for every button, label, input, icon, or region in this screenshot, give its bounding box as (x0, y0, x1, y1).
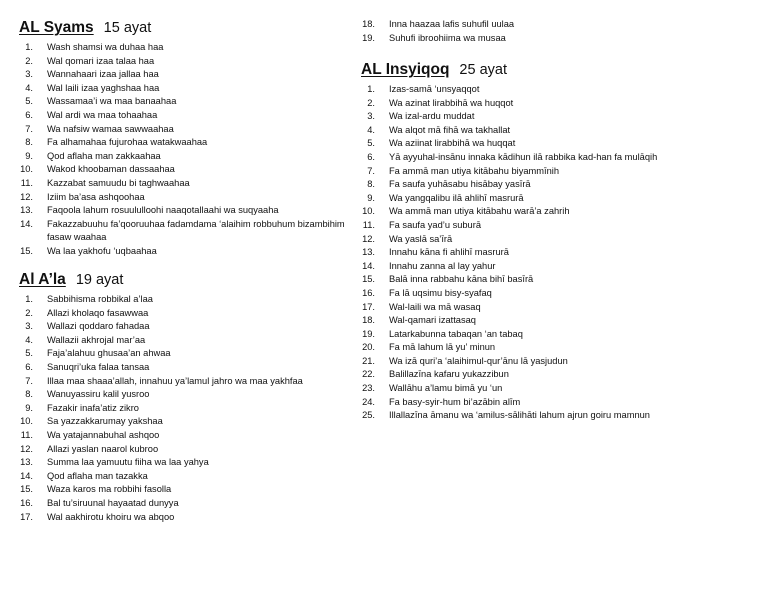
ayat-item (0, 320, 360, 334)
ayat-number: 19. (362, 328, 375, 339)
ayat-text: Suhufi ibroohiima wa musaa (389, 32, 506, 43)
surah-ala-section (0, 271, 360, 524)
ayat-number: 14. (20, 218, 33, 229)
ayat-text: Sabbihisma robbikal a’laa (47, 294, 153, 304)
ayat-item (0, 456, 360, 470)
ayat-item (0, 361, 360, 375)
ayat-text: Wannahaari izaa jallaa haa (47, 69, 159, 80)
ayat-item (342, 165, 762, 179)
ayat-item (0, 136, 360, 150)
ayat-item (0, 191, 360, 205)
ayat-number: 18. (362, 315, 375, 326)
ayat-number: 1. (25, 294, 33, 304)
ayat-item (342, 314, 762, 328)
ayat-text: Faja’alahuu ghusaa’an ahwaa (47, 348, 171, 359)
ayat-item (0, 41, 360, 55)
ayat-text: Allazi yaslan naarol kubroo (47, 443, 159, 454)
ayat-text: Wash shamsi wa duhaa haa (47, 42, 164, 52)
ayat-item (0, 347, 360, 361)
ayat-number: 17. (20, 511, 33, 522)
ayat-number: 5. (367, 138, 375, 149)
ayat-item (0, 109, 360, 123)
ayat-number: 15. (20, 245, 33, 256)
ayat-number: 2. (25, 55, 33, 66)
ayat-item (342, 246, 762, 260)
ayat-list (342, 83, 762, 423)
ayat-item (342, 301, 762, 315)
ayat-item (0, 402, 360, 416)
ayat-number: 9. (367, 192, 375, 203)
ayat-text: Wa izā quri’a ‘alaihimul-qur’ānu lā yasjudun (389, 355, 568, 366)
ayat-item (342, 260, 762, 274)
ayat-text: Fakazzabuuhu fa’qooruuhaa fadamdama ‘alaihim robbuhum bizambihim fasaw waahaa (47, 218, 345, 243)
ayat-number: 19. (362, 32, 375, 43)
ayat-text: Wal qomari izaa talaa haa (47, 55, 155, 66)
ayat-number: 8. (25, 137, 33, 148)
ayat-number: 4. (25, 334, 33, 345)
ayat-number: 11. (20, 177, 33, 188)
ayat-text: Yā ayyuhal-insānu innaka kādihun ilā rabbika kad-han fa mulāqih (389, 151, 658, 162)
ayat-item (0, 443, 360, 457)
ayat-count: 15 ayat (103, 20, 152, 36)
ayat-number: 6. (25, 109, 33, 120)
ayat-item (0, 245, 360, 259)
ayat-text: Wassamaa’i wa maa banaahaa (47, 96, 177, 107)
ayat-text: Qod aflaha man tazakka (47, 470, 148, 481)
ayat-number: 20. (362, 342, 375, 353)
ayat-item (342, 32, 762, 46)
ayat-text: Balillazīna kafaru yukazzibun (389, 369, 509, 380)
ayat-number: 25. (362, 410, 375, 421)
ayat-text: Bal tu’siruunal hayaatad dunyya (47, 497, 179, 508)
ayat-text: Wa izal-ardu muddat (389, 111, 475, 122)
ayat-text: Fa lā uqsimu bisy-syafaq (389, 287, 492, 298)
ayat-text: Wallazi qoddaro fahadaa (47, 321, 150, 332)
ayat-text: Wal ardi wa maa tohaahaa (47, 109, 158, 120)
ayat-number: 13. (20, 457, 33, 468)
ayat-number: 3. (25, 69, 33, 80)
ayat-item (0, 429, 360, 443)
ayat-text: Fazakir inafa’atiz zikro (47, 402, 139, 413)
ayat-item (0, 511, 360, 525)
ayat-text: Wa yaslā sa’īrā (389, 233, 453, 244)
surah-syams-section (0, 19, 360, 259)
ayat-item (0, 293, 360, 307)
ayat-text: Balā inna rabbahu kāna bihī basīrā (389, 274, 534, 285)
ayat-number: 11. (20, 429, 33, 440)
ayat-item (342, 205, 762, 219)
ayat-item (0, 334, 360, 348)
ayat-number: 8. (25, 389, 33, 400)
ayat-number: 15. (362, 274, 375, 285)
ayat-number: 17. (362, 301, 375, 312)
ayat-number: 11. (362, 219, 375, 230)
ayat-number: 13. (362, 247, 375, 258)
ayat-item (0, 218, 360, 245)
ayat-text: Wa yangqalibu ilā ahlihī masrurā (389, 192, 524, 203)
ayat-text: Qod aflaha man zakkaahaa (47, 150, 161, 161)
surah-ala-continued (342, 18, 762, 45)
ayat-item (0, 177, 360, 191)
ayat-text: Fa alhamahaa fujurohaa watakwaahaa (47, 137, 208, 148)
ayat-count: 19 ayat (75, 272, 124, 288)
ayat-item (342, 151, 762, 165)
ayat-number: 5. (25, 348, 33, 359)
ayat-item (342, 233, 762, 247)
surah-heading (0, 19, 360, 41)
ayat-item (0, 123, 360, 137)
ayat-number: 3. (25, 321, 33, 332)
ayat-item (342, 355, 762, 369)
ayat-item (0, 82, 360, 96)
ayat-text: Wa nafsiw wamaa sawwaahaa (47, 123, 174, 134)
ayat-number: 9. (25, 402, 33, 413)
ayat-item (0, 55, 360, 69)
ayat-number: 4. (367, 124, 375, 135)
ayat-item (0, 375, 360, 389)
surah-heading (0, 271, 360, 293)
ayat-text: Fa basy-syir-hum bi’azābin alīm (389, 396, 521, 407)
ayat-item (342, 287, 762, 301)
ayat-item (0, 470, 360, 484)
ayat-number: 7. (367, 165, 375, 176)
ayat-item (0, 483, 360, 497)
ayat-text: Wa laa yakhofu ‘uqbaahaa (47, 245, 157, 256)
ayat-number: 1. (25, 42, 33, 52)
ayat-text: Wa aziinat lirabbihā wa huqqat (389, 138, 516, 149)
ayat-text: Inna haazaa lafis suhufil uulaa (389, 19, 515, 29)
ayat-number: 3. (367, 111, 375, 122)
ayat-item (342, 137, 762, 151)
ayat-item (0, 68, 360, 82)
ayat-text: Wal aakhirotu khoiru wa abqoo (47, 511, 175, 522)
ayat-number: 6. (25, 361, 33, 372)
ayat-text: Faqoola lahum rosuululloohi naaqotallaahi wa suqyaaha (47, 205, 279, 216)
ayat-number: 9. (25, 150, 33, 161)
ayat-item (0, 415, 360, 429)
ayat-item (342, 97, 762, 111)
ayat-item (342, 396, 762, 410)
ayat-number: 10. (362, 206, 375, 217)
ayat-number: 14. (362, 260, 375, 271)
ayat-number: 12. (20, 191, 33, 202)
surah-insyiqoq-section (342, 61, 762, 423)
ayat-text: Sa yazzakkarumay yakshaa (47, 416, 163, 427)
ayat-text: Latarkabunna tabaqan ‘an tabaq (389, 328, 523, 339)
ayat-text: Illaa maa shaaa’allah, innahuu ya’lamul jahro wa maa yakhfaa (47, 375, 303, 386)
ayat-item (342, 273, 762, 287)
ayat-number: 13. (20, 205, 33, 216)
ayat-text: Kazzabat samuudu bi taghwaahaa (47, 177, 190, 188)
ayat-text: Summa laa yamuutu fiiha wa laa yahya (47, 457, 209, 468)
surah-heading (342, 61, 762, 83)
ayat-item (342, 18, 762, 32)
ayat-item (342, 110, 762, 124)
ayat-item (0, 163, 360, 177)
ayat-text: Wal-laili wa mā wasaq (389, 301, 481, 312)
ayat-text: Innahu zanna al lay yahur (389, 260, 496, 271)
ayat-text: Fa saufa yuhāsabu hisābay yasīrā (389, 179, 531, 190)
ayat-item (0, 307, 360, 321)
ayat-number: 24. (362, 396, 375, 407)
ayat-text: Wal-qamari izattasaq (389, 315, 476, 326)
ayat-item (342, 124, 762, 138)
ayat-item (342, 341, 762, 355)
ayat-text: Sanuqri’uka falaa tansaa (47, 361, 150, 372)
ayat-text: Wallazii akhrojal mar’aa (47, 334, 146, 345)
surah-title: AL Insyiqoq (361, 61, 450, 78)
ayat-number: 6. (367, 151, 375, 162)
ayat-number: 12. (362, 233, 375, 244)
ayat-number: 7. (25, 123, 33, 134)
ayat-item (342, 83, 762, 97)
ayat-number: 4. (25, 82, 33, 93)
ayat-item (342, 328, 762, 342)
ayat-number: 1. (367, 84, 375, 94)
ayat-number: 12. (20, 443, 33, 454)
ayat-text: Wa alqot mā fihā wa takhallat (389, 124, 511, 135)
ayat-number: 14. (20, 470, 33, 481)
ayat-text: Fa mā lahum lā yu’ minun (389, 342, 496, 353)
ayat-number: 10. (20, 164, 33, 175)
ayat-text: Wa azinat lirabbihā wa huqqot (389, 97, 514, 108)
ayat-text: Wa ammā man utiya kitābahu warā’a zahrih (389, 206, 570, 217)
ayat-text: Iziim ba’asa ashqoohaa (47, 191, 145, 202)
ayat-text: Allazi kholaqo fasawwaa (47, 307, 149, 318)
ayat-item (342, 382, 762, 396)
ayat-text: Wallāhu a’lamu bimā yu ‘un (389, 383, 503, 394)
ayat-item (0, 388, 360, 402)
ayat-text: Illallazīna āmanu wa ‘amilus-sālihāti lahum ajrun goiru mamnun (389, 410, 650, 421)
ayat-number: 16. (362, 287, 375, 298)
ayat-text: Innahu kāna fi ahlihī masrurā (389, 247, 509, 258)
ayat-text: Wanuyassiru kalil yusroo (47, 389, 150, 400)
ayat-number: 23. (362, 383, 375, 394)
ayat-text: Fa saufa yad’u suburā (389, 219, 481, 230)
ayat-item (342, 219, 762, 233)
ayat-list (0, 293, 360, 524)
ayat-number: 7. (25, 375, 33, 386)
ayat-item (0, 497, 360, 511)
ayat-number: 16. (20, 497, 33, 508)
ayat-item (0, 95, 360, 109)
ayat-count: 25 ayat (459, 62, 507, 78)
ayat-list (342, 18, 762, 45)
ayat-list (0, 41, 360, 259)
ayat-text: Wal laili izaa yaghshaa haa (47, 82, 160, 93)
ayat-number: 2. (25, 307, 33, 318)
ayat-item (342, 409, 762, 423)
ayat-text: Fa ammā man utiya kitābahu biyammīnih (389, 165, 559, 176)
ayat-number: 10. (20, 416, 33, 427)
ayat-number: 21. (362, 355, 375, 366)
ayat-item (0, 204, 360, 218)
ayat-text: Wakod khoobaman dassaahaa (47, 164, 175, 175)
ayat-text: Izas-samā ‘unsyaqqot (389, 84, 480, 94)
ayat-number: 15. (20, 484, 33, 495)
ayat-number: 5. (25, 96, 33, 107)
ayat-number: 18. (362, 19, 375, 29)
ayat-text: Wa yatajannabuhal ashqoo (47, 429, 160, 440)
ayat-number: 8. (367, 179, 375, 190)
ayat-item (342, 178, 762, 192)
ayat-item (342, 192, 762, 206)
ayat-text: Waza karos ma robbihi fasolla (47, 484, 172, 495)
ayat-number: 22. (362, 369, 375, 380)
surah-title: Al A’la (19, 271, 66, 288)
ayat-item (0, 150, 360, 164)
ayat-number: 2. (367, 97, 375, 108)
surah-title: AL Syams (19, 19, 94, 36)
ayat-item (342, 368, 762, 382)
